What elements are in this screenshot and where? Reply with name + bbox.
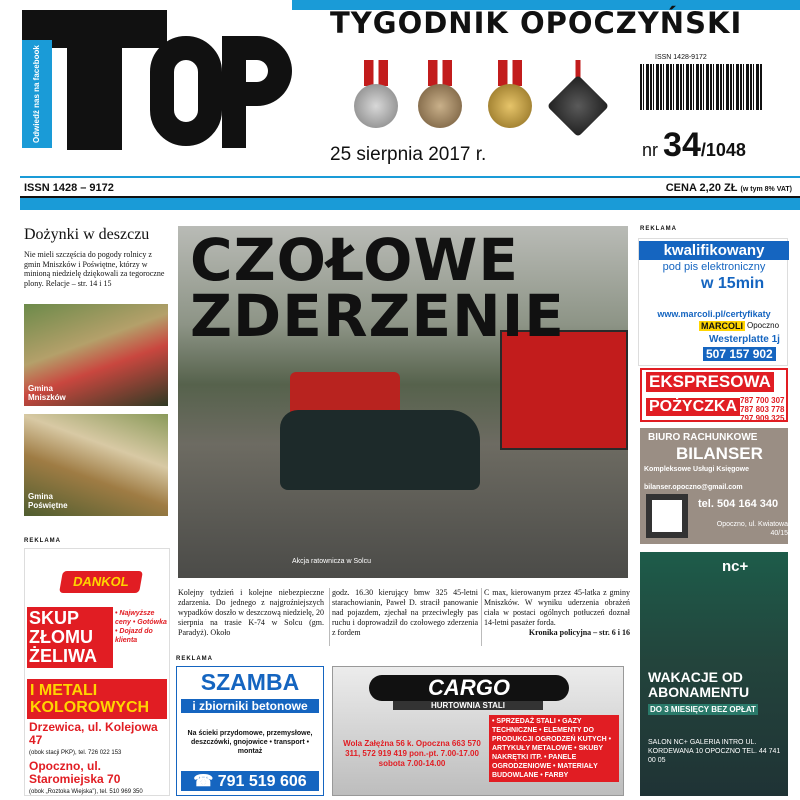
issue-prefix: nr (642, 140, 659, 160)
marcoli-city: Opoczno (747, 321, 780, 330)
marcoli-url[interactable]: www.marcoli.pl/certyfikaty (657, 309, 771, 319)
cargo-address: Wola Załężna 56 k. Opoczna 663 570 311, 572 919 419 pon.-pt. 7.00-17.00 sobota 7.00-14.00 (343, 739, 481, 768)
headline-line-1: CZOŁOWE (190, 226, 520, 294)
article-column-1: Kolejny tydzień i kolejne niebezpieczne zdarzenia. Do jednego z najgroźniejszych wypadków doszło w deszczową niedzielę, 20 sierpnia na trasie K-74 w Solcu (gm. Paradyż). Około (178, 588, 324, 637)
column-divider (329, 588, 330, 646)
crashed-car (280, 410, 480, 490)
article-column-2: godz. 16.30 kierujący bmw 325 45-letni starachowianin, Paweł D. stracił panowanie nad pojazdem, zjechał na przeciwległy pas ruchu i doprowadził do czołowego zderzenia z fordem (332, 588, 478, 637)
medal-icon (354, 60, 398, 130)
article-text: C max, kierowanym przez 45-latka z gminy Mniszków. W wyniku uderzenia obrażeń ciała w postaci ogólnych potłuczeń doznał 14-letni pasażer forda. (484, 588, 630, 627)
headline[interactable] (190, 226, 565, 350)
szamba-title: SZAMBA (200, 669, 300, 695)
facebook-strip[interactable]: Odwiedź nas na facebook (22, 40, 52, 148)
cross-medal-icon (556, 60, 600, 130)
logo-letter-p (222, 36, 302, 148)
bilanser-address: Opoczno, ul. Kwiatowa 40/15 (716, 521, 788, 537)
photo-caption: Gmina Mniszków (28, 384, 66, 402)
issue-number (642, 126, 746, 165)
address-1: Drzewica, ul. Kolejowa 47 (29, 720, 158, 747)
blue-band (20, 198, 800, 210)
pozyczka-line-1: EKSPRESOWA (646, 372, 774, 392)
cargo-ad[interactable] (332, 666, 624, 796)
marcoli-ad[interactable] (638, 238, 788, 366)
pozyczka-phones: 787 700 307 787 803 778 797 909 325 (740, 396, 785, 423)
logo-letter-o (150, 36, 222, 146)
szamba-subtitle: i zbiorniki betonowe (181, 699, 319, 713)
barcode-issn: ISSN 1428-9172 (655, 54, 707, 61)
issue-total: /1048 (700, 140, 746, 160)
dankol-metal: I METALI KOLOROWYCH (27, 679, 167, 719)
bilanser-email[interactable]: bilanser.opoczno@gmail.com (644, 484, 743, 491)
pozyczka-ad[interactable] (640, 368, 788, 422)
ncplus-headline: WAKACJE OD ABONAMENTU (648, 669, 750, 700)
ncplus-logo: nc+ (722, 558, 749, 575)
marcoli-line-3: w 15min (701, 275, 765, 292)
reklama-label: REKLAMA (24, 538, 61, 544)
medal-icon (488, 60, 532, 130)
dankol-address (29, 721, 169, 799)
ncplus-salon: SALON NC+ GALERIA INTRO UL. KORDEWANA 10 OPOCZNO TEL. 44 741 00 05 (648, 739, 781, 764)
photo-caption: Gmina Poświętne (28, 492, 68, 510)
phone-2: (obok „Roztoka Wiejska”), tel. 510 969 350 (29, 789, 143, 795)
newspaper-title: TYGODNIK OPOCZYŃSKI (330, 6, 743, 40)
article-column-3 (484, 588, 630, 638)
photo-caption: Akcja ratownicza w Solcu (292, 558, 371, 565)
marcoli-phone: 507 157 902 (703, 347, 776, 361)
reklama-label: REKLAMA (640, 226, 677, 232)
szamba-ad[interactable] (176, 666, 324, 796)
barcode (640, 64, 762, 110)
address-2: Opoczno, ul. Staromiejska 70 (29, 759, 121, 786)
price-vat: (w tym 8% VAT) (740, 186, 792, 193)
divider (20, 176, 800, 178)
bilanser-h2: BILANSER (676, 444, 763, 463)
ncplus-ad[interactable] (640, 552, 788, 796)
marcoli-line-2: pod pis elektroniczny (662, 261, 766, 273)
marcoli-street: Westerplatte 1j (709, 334, 780, 345)
headline-line-2: ZDERZENIE (190, 282, 565, 350)
bilanser-phone: tel. 504 164 340 (698, 498, 779, 510)
column-divider (481, 588, 482, 646)
harvest-photo[interactable] (24, 414, 168, 516)
cargo-list: • SPRZEDAŻ STALI • GAZY TECHNICZNE • ELEMENTY DO PRODUKCJI OGRODZEŃ KUTYCH • ARTYKUŁY METALOWE • SKUBY NAKRĘTKI ITP. • PANELE OGRODZENIOWE • MATERIAŁY BUDOWLANE • FARBY (489, 715, 619, 782)
dankol-logo: DANKOL (59, 571, 143, 593)
dankol-skup: SKUP ZŁOMU ŻELIWA (27, 607, 113, 668)
dankol-list: • Najwyższe ceny • Gotówka • Dojazd do klienta (115, 610, 167, 644)
qr-code-icon (646, 494, 688, 538)
medal-icon (418, 60, 462, 130)
dankol-ad[interactable] (24, 548, 170, 796)
article-ref[interactable]: Kronika policyjna – str. 6 i 16 (528, 628, 630, 637)
cargo-logo: CARGO (369, 675, 569, 701)
bilanser-h1: BIURO RACHUNKOWE (648, 432, 758, 443)
price-value: CENA 2,20 ZŁ (665, 182, 738, 194)
sidebar-text: Nie mieli szczęścia do pogody rolnicy z gmin Mniszków i Poświętne, którzy w minioną niedzielę dziękowali za tegoroczne plony. Relacje – str. 14 i 15 (24, 250, 165, 288)
marcoli-line-1: kwalifikowany (639, 241, 789, 260)
cargo-subtitle: HURTOWNIA STALI (393, 701, 543, 710)
pozyczka-line-2: POŻYCZKA (646, 398, 740, 416)
szamba-text: Na ścieki przydomowe, przemysłowe, deszczówki, gnojowice • transport • montaż (187, 730, 313, 755)
price (666, 182, 792, 194)
sidebar-title[interactable]: Dożynki w deszczu (24, 226, 150, 243)
szamba-phone: ☎ 791 519 606 (181, 771, 319, 791)
issue-week: 34 (663, 126, 701, 164)
phone-1: (obok stacji PKP), tel. 726 022 153 (29, 750, 122, 756)
reklama-label: REKLAMA (176, 656, 213, 662)
issue-date: 25 sierpnia 2017 r. (330, 144, 487, 165)
bilanser-ad[interactable] (640, 428, 788, 544)
bilanser-h3: Kompleksowe Usługi Księgowe (644, 466, 750, 473)
ncplus-offer: DO 3 MIESIĘCY BEZ OPŁAT (650, 705, 756, 714)
harvest-photo[interactable] (24, 304, 168, 406)
issn: ISSN 1428 – 9172 (24, 182, 114, 194)
marcoli-brand: MARCOLI (701, 321, 743, 331)
